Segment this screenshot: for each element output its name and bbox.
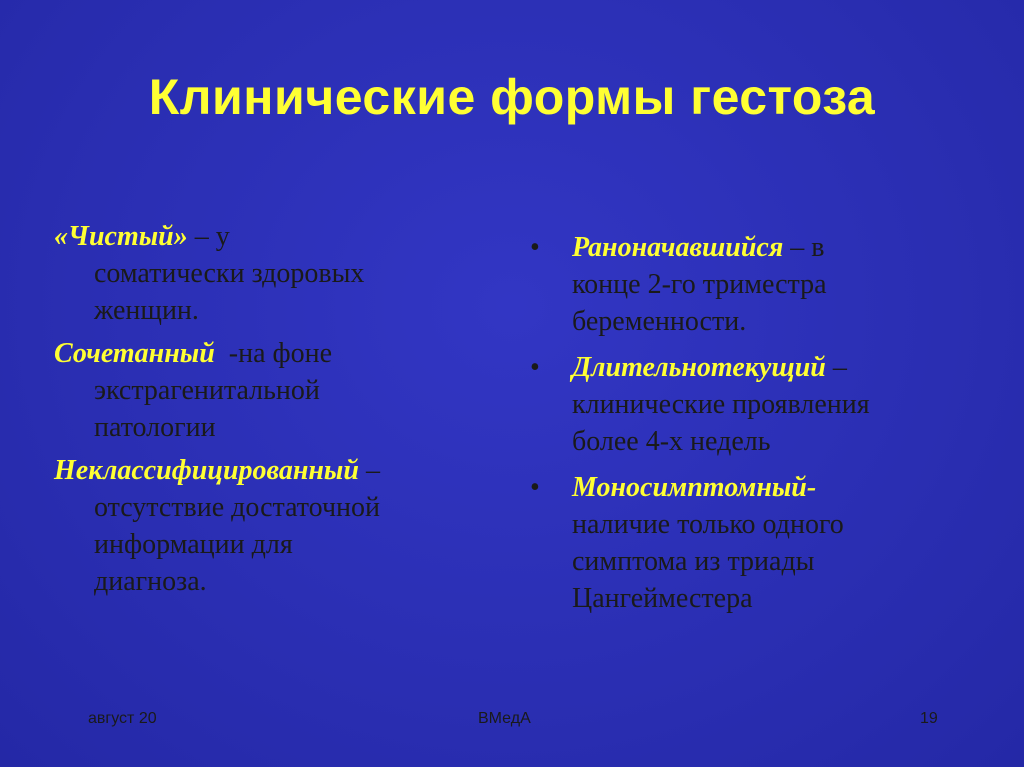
item-term: Моносимптомный- xyxy=(572,472,817,503)
item-line: экстрагенитальной xyxy=(94,375,320,406)
bullet-icon: • xyxy=(530,232,540,263)
item-line: симптома из триады xyxy=(572,546,815,577)
item-line: соматически здоровых xyxy=(94,258,365,289)
footer-date: август 20 xyxy=(88,710,157,727)
item-line: диагноза. xyxy=(94,566,207,597)
item-inline: -на фоне xyxy=(214,338,333,369)
item-line: Цангейместера xyxy=(572,583,753,614)
bullet-icon: • xyxy=(530,352,540,383)
list-item xyxy=(54,452,484,600)
item-line: наличие только одного xyxy=(572,509,844,540)
item-line: более 4-х недель xyxy=(572,426,771,457)
item-line: конце 2-го триместра xyxy=(572,269,827,300)
slide-title: Клинические формы гестоза xyxy=(148,69,876,125)
item-term: Сочетанный xyxy=(54,338,215,369)
item-term: Длительнотекущий xyxy=(572,352,826,383)
item-line: клинические проявления xyxy=(572,389,870,420)
item-line: информации для xyxy=(94,529,293,560)
bullet-item xyxy=(530,349,970,460)
bullet-item xyxy=(530,229,970,340)
item-line: женщин. xyxy=(94,295,199,326)
item-line: беременности. xyxy=(572,306,747,337)
item-term: «Чистый» xyxy=(54,221,188,252)
item-term: Неклассифицированный xyxy=(54,455,359,486)
item-line: патологии xyxy=(94,412,216,443)
item-inline: – xyxy=(825,352,847,383)
left-column xyxy=(54,218,484,606)
list-item xyxy=(54,335,484,446)
item-inline: – у xyxy=(187,221,230,252)
item-inline: – в xyxy=(783,232,825,263)
list-item xyxy=(54,218,484,329)
bullet-item xyxy=(530,469,970,617)
page-number: 19 xyxy=(920,710,938,727)
bullet-icon: • xyxy=(530,472,540,503)
footer-org: ВМедА xyxy=(478,710,531,727)
item-inline: – xyxy=(358,455,380,486)
right-column xyxy=(530,229,970,626)
item-line: отсутствие достаточной xyxy=(94,492,380,523)
item-term: Раноначавшийся xyxy=(572,232,784,263)
